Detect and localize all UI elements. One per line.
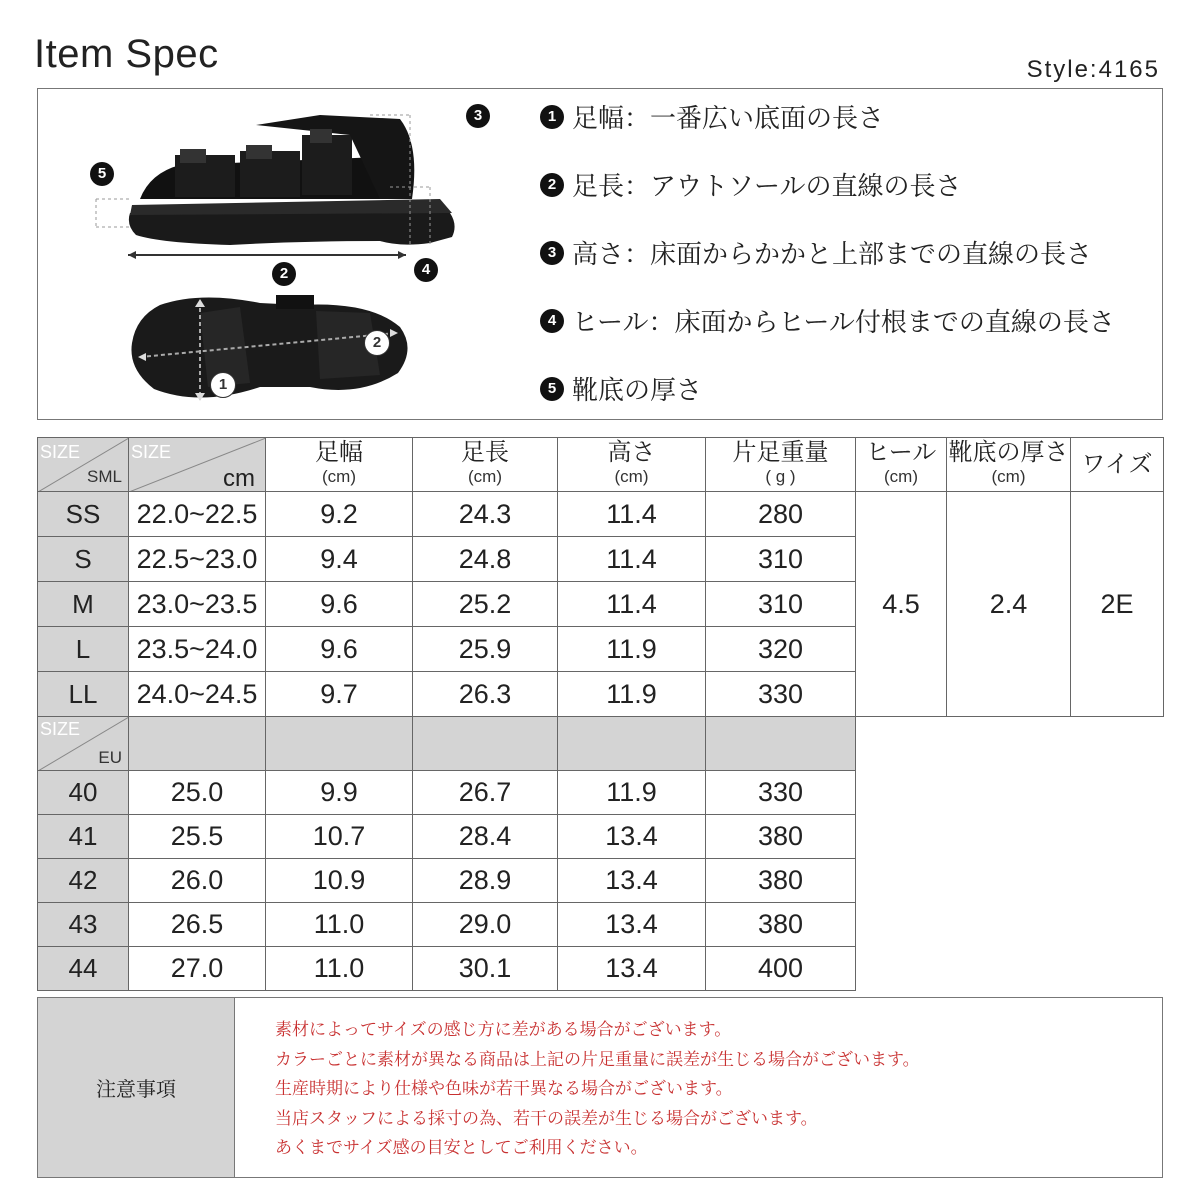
table-row — [38, 903, 1164, 947]
length-cell: 29.0 — [413, 903, 558, 947]
height-cell: 11.9 — [558, 672, 706, 717]
desc-text: ヒール：床面からヒール付根までの直線の長さ — [572, 308, 1115, 338]
size-cell: 41 — [38, 815, 129, 859]
weight-cell: 400 — [706, 947, 856, 991]
note-item: 素材によってサイズの感じ方に差がある場合がございます。 — [275, 1020, 732, 1040]
weight-cell: 380 — [706, 903, 856, 947]
corner-sub: EU — [98, 748, 122, 767]
height-cell: 13.4 — [558, 947, 706, 991]
marker-2-icon: 2 — [272, 262, 296, 286]
cm-cell: 23.0~23.5 — [129, 582, 266, 627]
corner-label: SIZE — [40, 442, 81, 462]
size-cell: L — [38, 627, 129, 672]
weight-cell: 330 — [706, 771, 856, 815]
divider-cell — [266, 717, 413, 771]
width-cell: 9.6 — [266, 627, 413, 672]
length-cell: 24.3 — [413, 492, 558, 537]
table-row — [38, 947, 1164, 991]
cm-cell: 22.0~22.5 — [129, 492, 266, 537]
eu-divider-row — [38, 717, 1164, 771]
size-cell: SS — [38, 492, 129, 537]
width-cell: 10.7 — [266, 815, 413, 859]
weight-cell: 320 — [706, 627, 856, 672]
divider-cell — [558, 717, 706, 771]
wise-cell: 2E — [1071, 492, 1164, 717]
table-row — [38, 492, 1164, 537]
divider-cell — [413, 717, 558, 771]
desc-text: 足幅：一番広い底面の長さ — [572, 104, 885, 134]
width-cell: 9.9 — [266, 771, 413, 815]
height-cell: 13.4 — [558, 903, 706, 947]
desc-foot-width — [540, 98, 884, 135]
desc-text: 靴底の厚さ — [572, 376, 703, 406]
height-cell: 13.4 — [558, 859, 706, 903]
length-cell: 24.8 — [413, 537, 558, 582]
size-cell: 40 — [38, 771, 129, 815]
cm-cell: 27.0 — [129, 947, 266, 991]
weight-cell: 310 — [706, 537, 856, 582]
width-cell: 10.9 — [266, 859, 413, 903]
length-cell: 26.3 — [413, 672, 558, 717]
table-row — [38, 859, 1164, 903]
width-cell: 9.4 — [266, 537, 413, 582]
note-item: カラーごとに素材が異なる商品は上記の片足重量に誤差が生じる場合がございます。 — [275, 1049, 920, 1070]
length-cell: 28.4 — [413, 815, 558, 859]
cm-cell: 25.5 — [129, 815, 266, 859]
header-height: 高さ (cm) — [558, 438, 706, 492]
desc-text: 足長：アウトソールの直線の長さ — [572, 172, 962, 202]
weight-cell: 380 — [706, 859, 856, 903]
style-number: Style:4165 — [1026, 56, 1160, 83]
header-heel: ヒール (cm) — [856, 438, 947, 492]
width-cell: 11.0 — [266, 947, 413, 991]
notes-list — [235, 998, 920, 1177]
cm-cell: 23.5~24.0 — [129, 627, 266, 672]
desc-heel — [540, 302, 1115, 339]
height-cell: 11.4 — [558, 582, 706, 627]
header-sole: 靴底の厚さ (cm) — [947, 438, 1071, 492]
width-cell: 11.0 — [266, 903, 413, 947]
length-cell: 25.9 — [413, 627, 558, 672]
corner-size-eu — [38, 717, 129, 771]
corner-label: SIZE — [131, 442, 172, 462]
number-5-icon: 5 — [540, 377, 564, 401]
note-item: 当店スタッフによる採寸の為、若干の誤差が生じる場合がございます。 — [275, 1108, 818, 1129]
marker-4-icon: 4 — [414, 258, 438, 282]
length-cell: 26.7 — [413, 771, 558, 815]
number-3-icon: 3 — [540, 241, 564, 265]
table-row — [38, 771, 1164, 815]
cm-cell: 26.0 — [129, 859, 266, 903]
sole-marker-2-icon: 2 — [364, 330, 390, 356]
number-4-icon: 4 — [540, 309, 564, 333]
width-cell: 9.2 — [266, 492, 413, 537]
cm-cell: 25.0 — [129, 771, 266, 815]
size-cell: 44 — [38, 947, 129, 991]
header-width: 足幅 (cm) — [266, 438, 413, 492]
size-cell: M — [38, 582, 129, 627]
marker-5-icon: 5 — [90, 162, 114, 186]
note-item: 生産時期により仕様や色味が若干異なる場合がございます。 — [275, 1079, 733, 1099]
corner-label: SIZE — [40, 719, 81, 739]
notes-section — [37, 997, 1163, 1178]
number-1-icon: 1 — [540, 105, 564, 129]
width-cell: 9.6 — [266, 582, 413, 627]
size-cell: 43 — [38, 903, 129, 947]
corner-sub: SML — [87, 467, 122, 486]
header-weight: 片足重量 ( g ) — [706, 438, 856, 492]
corner-unit: cm — [223, 465, 255, 491]
corner-size-cm — [129, 438, 266, 492]
weight-cell: 330 — [706, 672, 856, 717]
notes-label: 注意事項 — [38, 998, 235, 1177]
height-cell: 11.4 — [558, 537, 706, 582]
desc-text: 高さ：床面からかかと上部までの直線の長さ — [572, 240, 1093, 270]
table-header-row — [38, 438, 1164, 492]
desc-foot-length — [540, 166, 961, 203]
cm-cell: 24.0~24.5 — [129, 672, 266, 717]
header-length: 足長 (cm) — [413, 438, 558, 492]
cm-cell: 22.5~23.0 — [129, 537, 266, 582]
height-cell: 11.4 — [558, 492, 706, 537]
size-cell: LL — [38, 672, 129, 717]
corner-size-sml — [38, 438, 129, 492]
length-cell: 30.1 — [413, 947, 558, 991]
height-cell: 13.4 — [558, 815, 706, 859]
shoe-illustration — [80, 95, 500, 415]
desc-sole — [540, 370, 702, 407]
weight-cell: 280 — [706, 492, 856, 537]
weight-cell: 310 — [706, 582, 856, 627]
length-cell: 25.2 — [413, 582, 558, 627]
heel-cell: 4.5 — [856, 492, 947, 717]
width-cell: 9.7 — [266, 672, 413, 717]
number-2-icon: 2 — [540, 173, 564, 197]
desc-height — [540, 234, 1092, 271]
sole-marker-1-icon: 1 — [210, 372, 236, 398]
table-row — [38, 815, 1164, 859]
header-wise: ワイズ — [1071, 438, 1164, 492]
cm-cell: 26.5 — [129, 903, 266, 947]
sole-cell: 2.4 — [947, 492, 1071, 717]
divider-cell — [129, 717, 266, 771]
weight-cell: 380 — [706, 815, 856, 859]
height-cell: 11.9 — [558, 627, 706, 672]
size-table — [37, 437, 1164, 991]
note-item: あくまでサイズ感の目安としてご利用ください。 — [275, 1138, 648, 1158]
length-cell: 28.9 — [413, 859, 558, 903]
divider-cell — [706, 717, 856, 771]
height-cell: 11.9 — [558, 771, 706, 815]
size-cell: 42 — [38, 859, 129, 903]
size-cell: S — [38, 537, 129, 582]
marker-3-icon: 3 — [466, 104, 490, 128]
page-title: Item Spec — [34, 32, 219, 76]
